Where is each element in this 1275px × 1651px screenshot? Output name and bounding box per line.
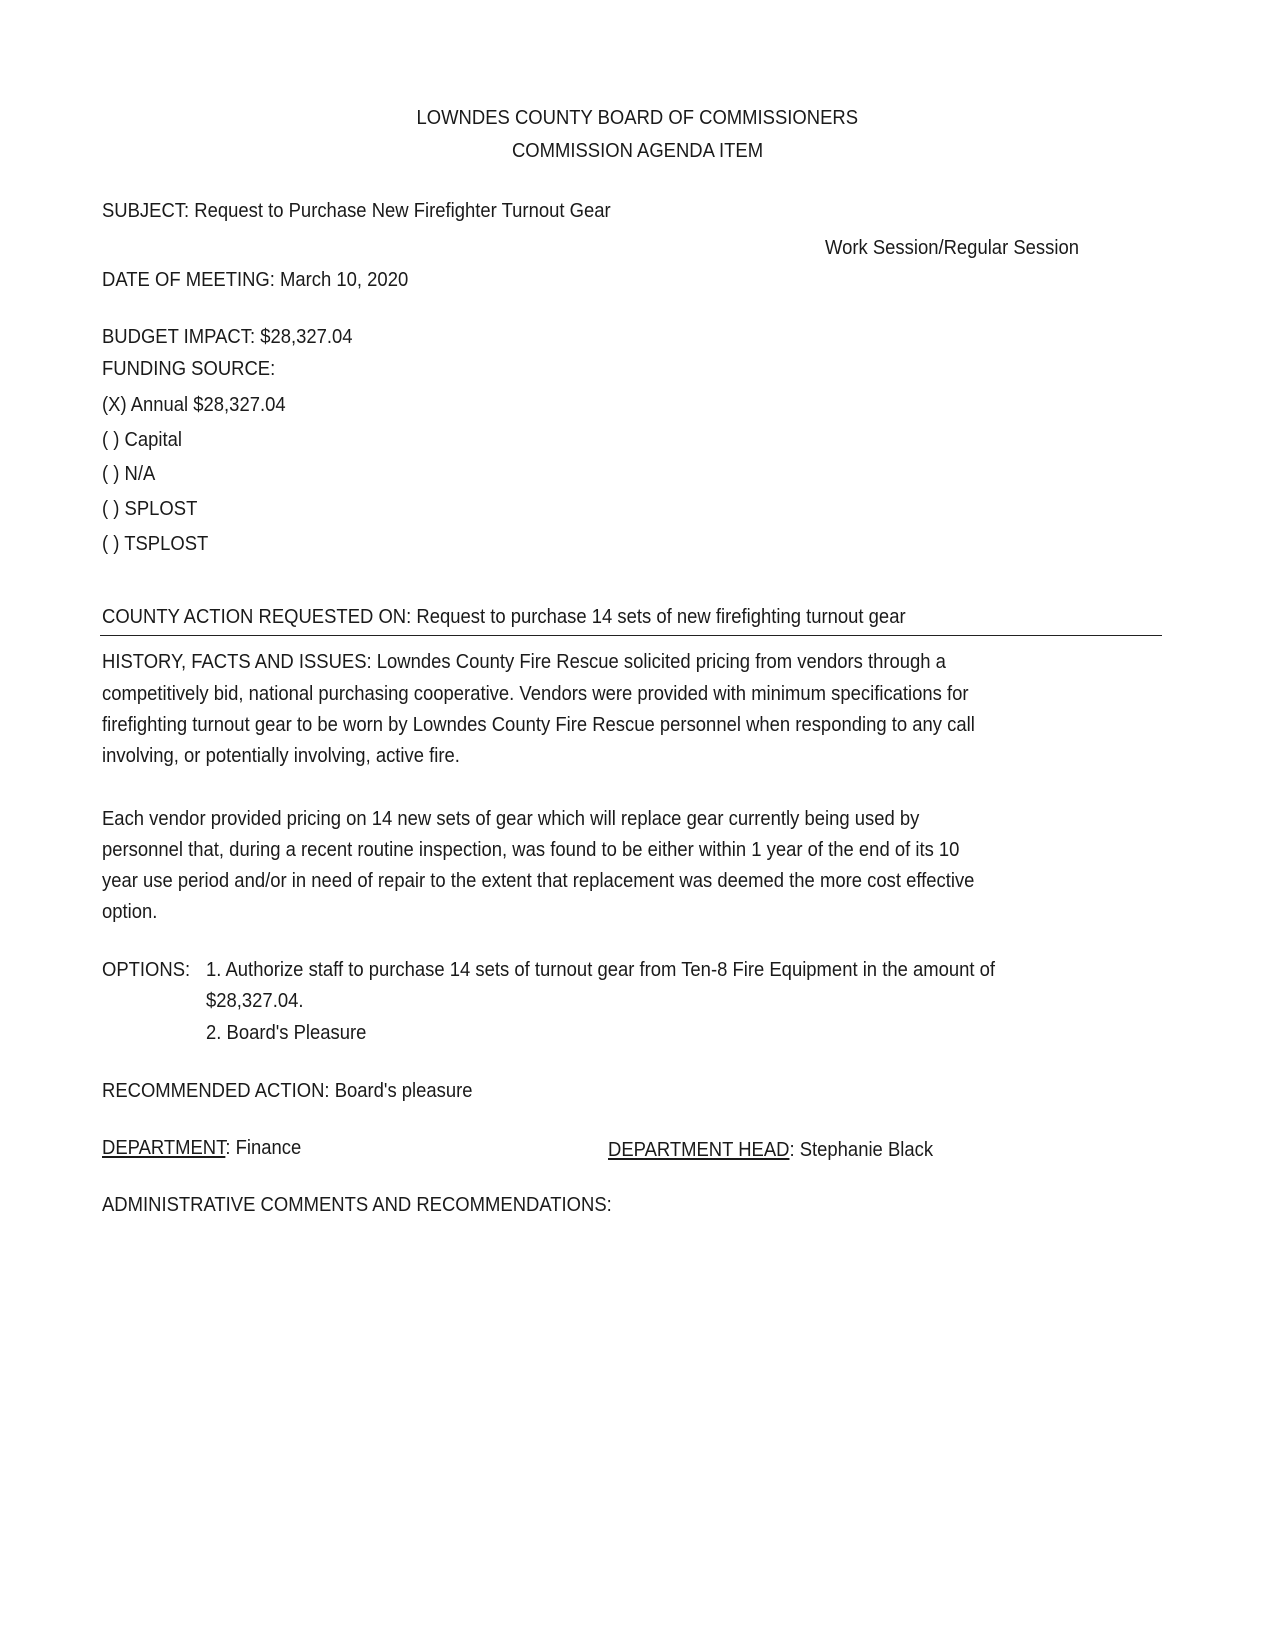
funding-option: (X) Annual $28,327.04 xyxy=(102,393,286,416)
subject: SUBJECT: Request to Purchase New Firefighter Turnout Gear xyxy=(102,199,611,222)
history-line: involving, or potentially involving, active fire. xyxy=(102,744,460,767)
department-head-value: : Stephanie Black xyxy=(789,1138,934,1161)
funding-source-label: FUNDING SOURCE: xyxy=(102,357,276,380)
recommended-action: RECOMMENDED ACTION: Board's pleasure xyxy=(102,1079,473,1102)
meeting-date: DATE OF MEETING: March 10, 2020 xyxy=(102,268,409,291)
department-head xyxy=(608,1138,933,1162)
header-title: LOWNDES COUNTY BOARD OF COMMISSIONERS xyxy=(416,106,859,129)
history-line: HISTORY, FACTS AND ISSUES: Lowndes County Fire Rescue solicited pricing from vendors through a xyxy=(102,650,946,673)
option-1: 1. Authorize staff to purchase 14 sets of turnout gear from Ten-8 Fire Equipment in the amount of xyxy=(206,958,996,981)
divider xyxy=(100,635,1162,636)
department-head-label: DEPARTMENT HEAD xyxy=(608,1138,790,1161)
funding-option: ( ) N/A xyxy=(102,462,156,485)
paragraph-line: option. xyxy=(102,900,158,923)
paragraph-line: personnel that, during a recent routine inspection, was found to be either within 1 year of the end of its 10 xyxy=(102,838,960,861)
option-2: 2. Board's Pleasure xyxy=(206,1021,367,1044)
funding-option: ( ) SPLOST xyxy=(102,497,198,520)
funding-option: ( ) TSPLOST xyxy=(102,532,209,555)
paragraph-line: year use period and/or in need of repair to the extent that replacement was deemed the more cost effective xyxy=(102,869,975,892)
administrative-comments: ADMINISTRATIVE COMMENTS AND RECOMMENDATIONS: xyxy=(102,1193,612,1216)
paragraph-line: Each vendor provided pricing on 14 new sets of gear which will replace gear currently being used by xyxy=(102,807,920,830)
county-action-requested: COUNTY ACTION REQUESTED ON: Request to purchase 14 sets of new firefighting turnout gear xyxy=(102,605,906,628)
budget-impact: BUDGET IMPACT: $28,327.04 xyxy=(102,325,353,348)
department-label: DEPARTMENT xyxy=(102,1136,226,1159)
department xyxy=(102,1136,301,1160)
history-line: firefighting turnout gear to be worn by Lowndes County Fire Rescue personnel when responding to any call xyxy=(102,713,975,736)
header-subtitle: COMMISSION AGENDA ITEM xyxy=(511,139,764,162)
history-line: competitively bid, national purchasing cooperative. Vendors were provided with minimum specifications for xyxy=(102,682,969,705)
options-label: OPTIONS: xyxy=(102,958,191,981)
department-value: : Finance xyxy=(225,1136,302,1159)
option-1-amount: $28,327.04. xyxy=(206,989,304,1012)
session-type: Work Session/Regular Session xyxy=(825,236,1079,259)
funding-option: ( ) Capital xyxy=(102,428,182,451)
